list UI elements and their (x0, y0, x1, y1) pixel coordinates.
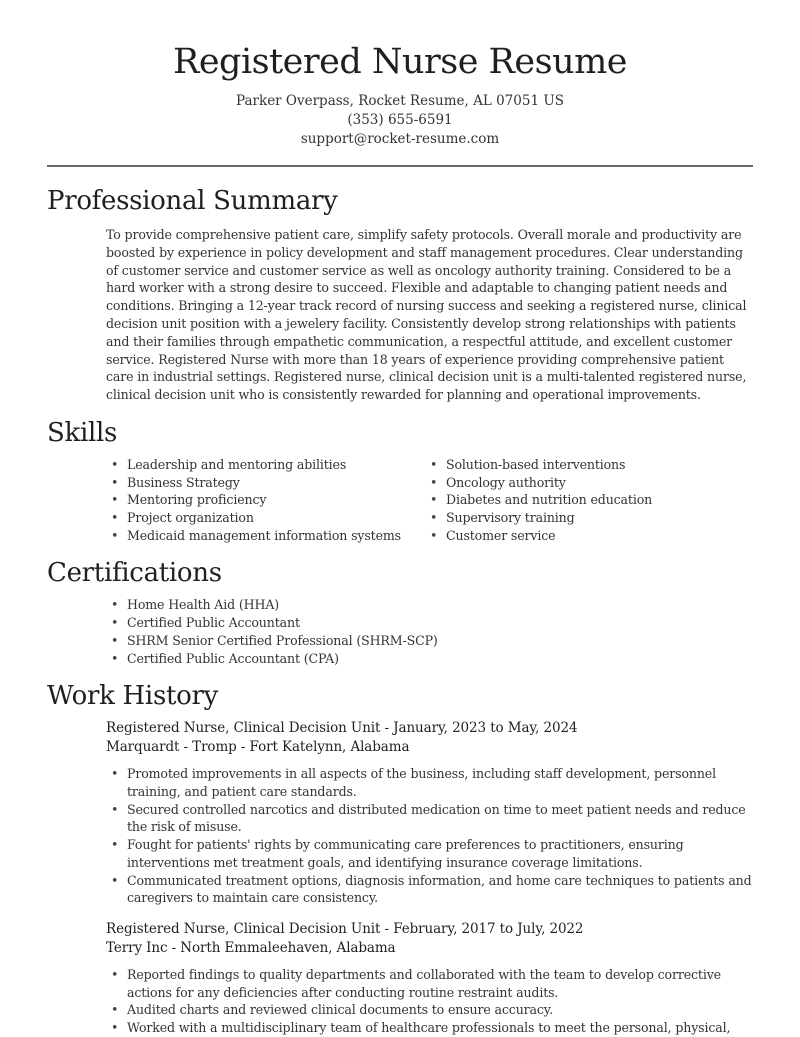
resume-header (0, 0, 800, 149)
job-bullet: • Worked with a multidisciplinary team of healthcare professionals to meet the personal, physical, (106, 1019, 760, 1037)
job-bullet: • Audited charts and reviewed clinical documents to ensure accuracy. (106, 1001, 760, 1019)
certifications-list (106, 596, 800, 667)
job-bullet: • Promoted improvements in all aspects of the business, including staff development, personnel training, and patient care standards. (106, 765, 760, 800)
skill-item: • Solution-based interventions (425, 456, 744, 474)
certification-item: • Certified Public Accountant (106, 614, 800, 632)
summary-heading: Professional Summary (47, 186, 338, 216)
phone: (353) 655-6591 (347, 112, 453, 128)
header-divider (47, 165, 753, 167)
job-entry (106, 920, 760, 1037)
job-bullet: • Secured controlled narcotics and distributed medication on time to meet patient needs and reduce the risk of misuse. (106, 801, 760, 836)
summary-section (0, 184, 800, 404)
skill-item: • Project organization (106, 509, 425, 527)
certification-item: • Home Health Aid (HHA) (106, 596, 800, 614)
skill-item: • Business Strategy (106, 474, 425, 492)
job-title-line: Registered Nurse, Clinical Decision Unit - February, 2017 to July, 2022 (106, 920, 584, 937)
address: Parker Overpass, Rocket Resume, AL 07051 US (236, 93, 564, 109)
skill-item: • Supervisory training (425, 509, 744, 527)
job-bullet: • Fought for patients' rights by communicating care preferences to practitioners, ensuring interventions met treatment goals, and identifying insurance coverage limitations. (106, 836, 760, 871)
certifications-section (0, 556, 800, 667)
contact-block (0, 92, 800, 149)
job-bullet: • Reported findings to quality departments and collaborated with the team to develop corrective actions for any deficiencies after conducting routine restraint audits. (106, 966, 760, 1001)
job-bullets (106, 966, 760, 1037)
certifications-heading: Certifications (47, 558, 222, 589)
job-entry (106, 719, 760, 907)
skills-columns (106, 456, 800, 545)
job-bullet: • Communicated treatment options, diagnosis information, and home care techniques to patients and caregivers to maintain care consistency. (106, 872, 760, 907)
job-bullets (106, 765, 760, 907)
email: support@rocket-resume.com (300, 131, 500, 147)
job-company-line: Marquardt - Tromp - Fort Katelynn, Alabama (106, 739, 410, 756)
skill-item: • Medicaid management information systems (106, 527, 425, 545)
work-history-heading: Work History (47, 681, 219, 712)
skills-list-right (425, 456, 744, 545)
skills-heading: Skills (47, 417, 118, 448)
skill-item: • Oncology authority (425, 474, 744, 492)
job-title-line: Registered Nurse, Clinical Decision Unit - January, 2023 to May, 2024 (106, 720, 578, 737)
skill-item: • Mentoring proficiency (106, 491, 425, 509)
skill-item: • Leadership and mentoring abilities (106, 456, 425, 474)
job-company-line: Terry Inc - North Emmaleehaven, Alabama (106, 939, 396, 956)
summary-text: To provide comprehensive patient care, simplify safety protocols. Overall morale and productivity are boosted by experience in policy development and staff management procedures. Clear understanding of customer service and customer service as well as oncology authority training. Considered to be a hard worker with a strong desire to succeed. Flexible and adaptable to changing patient needs and conditions. Bringing a 12-year track record of nursing success and seeking a registered nurse, clinical decision unit position with a jewelery facility. Consistently develop strong relationships with patients and their families through empathetic communication, a respectful attitude, and excellent customer service. Registered Nurse with more than 18 years of experience providing comprehensive patient care in industrial settings. Registered nurse, clinical decision unit is a multi-talented registered nurse, clinical decision unit who is consistently rewarded for planning and operational improvements. (106, 227, 747, 403)
work-history-section (0, 679, 800, 1036)
skills-section (0, 416, 800, 545)
certification-item: • SHRM Senior Certified Professional (SHRM-SCP) (106, 632, 800, 650)
skills-list-left (106, 456, 425, 545)
skill-item: • Diabetes and nutrition education (425, 491, 744, 509)
skill-item: • Customer service (425, 527, 744, 545)
resume-title: Registered Nurse Resume (172, 42, 628, 82)
certification-item: • Certified Public Accountant (CPA) (106, 650, 800, 668)
